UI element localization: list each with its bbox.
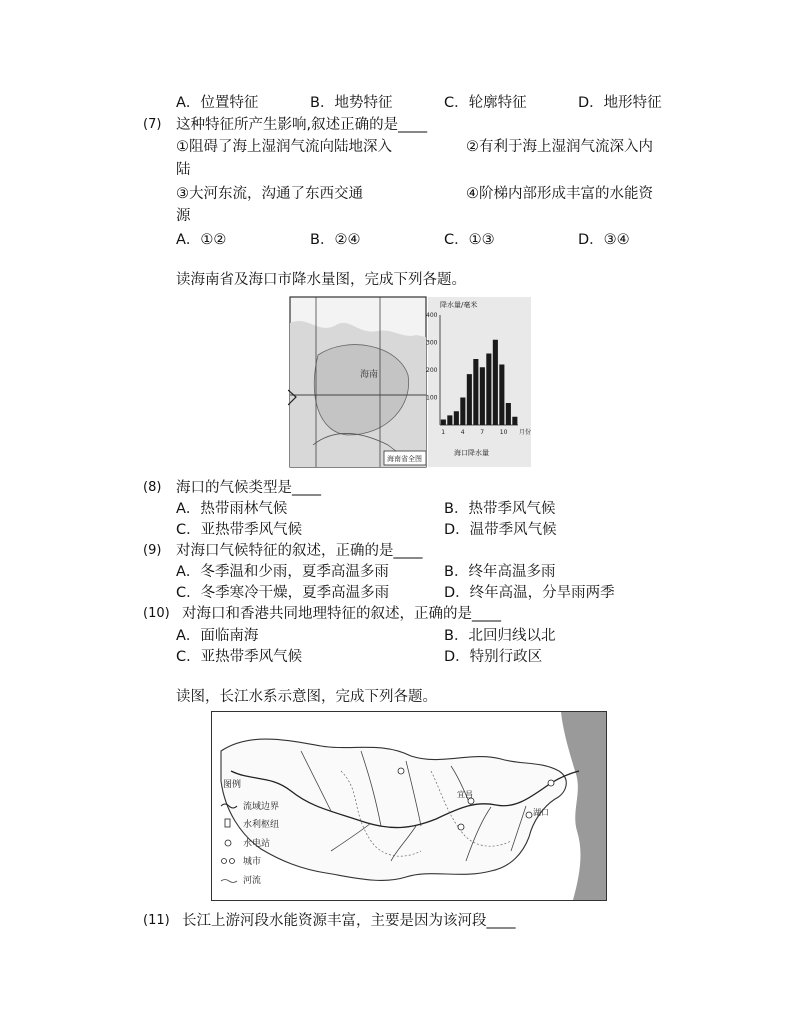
option-b: B．②④ [310, 232, 361, 248]
chart-ylabel: 降水量/毫米 [440, 301, 478, 309]
question-number: (11) [143, 913, 170, 928]
option-c: C．亚热带季风气候 [176, 649, 303, 665]
legend-item: 水利枢纽 [243, 820, 280, 830]
statement-4-cont: 源 [176, 208, 191, 224]
option-d: D．③④ [578, 232, 630, 248]
chart-bar [493, 340, 498, 425]
city-legend-icon [222, 859, 227, 864]
chart-bar [447, 415, 452, 425]
chart-x-tick-label: 7 [480, 429, 485, 436]
question-number: (9) [143, 543, 162, 558]
chart-bar [473, 359, 478, 425]
statement-4: ④阶梯内部形成丰富的水能资 [466, 186, 653, 202]
question-number: (10) [143, 606, 170, 621]
hainan-precip-figure [288, 295, 533, 471]
option-d: D．温带季风气候 [444, 522, 557, 538]
statement-2: ②有利于海上湿润气流深入内 [466, 139, 653, 155]
chart-background [428, 297, 531, 467]
legend-item: 水电站 [243, 839, 271, 849]
yangtze-map-svg [211, 711, 607, 901]
chart-y-tick-label: 100 [426, 394, 438, 402]
chart-bar [499, 365, 504, 426]
chart-bar [512, 417, 517, 425]
question-stem: 对海口气候特征的叙述，正确的是____ [176, 543, 423, 559]
question-stem: 长江上游河段水能资源丰富，主要是因为该河段____ [182, 913, 516, 929]
city-legend-icon [230, 859, 235, 864]
option-b: B．北回归线以北 [444, 628, 556, 644]
chart-bar [441, 420, 446, 426]
chart-bar [480, 367, 485, 425]
chart-title: 海口降水量 [454, 449, 489, 457]
inset-label: 海南省全图 [387, 455, 422, 463]
option-a: A．面临南海 [176, 628, 259, 644]
chart-x-tick-label: 1 [441, 429, 446, 436]
option-a: A．冬季温和少雨，夏季高温多雨 [176, 564, 389, 580]
statement-1: ①阻碍了海上湿润气流向陆地深入 [176, 139, 392, 155]
option-c: C．①③ [444, 232, 495, 248]
legend-item: 流域边界 [243, 802, 280, 812]
option-b: B．热带季风气候 [444, 501, 556, 517]
option-a: A．位置特征 [176, 95, 259, 111]
chart-bar [506, 403, 511, 425]
question-stem: 这种特征所产生影响,叙述正确的是____ [176, 117, 428, 133]
option-b: B．地势特征 [310, 95, 393, 111]
chart-bar [486, 354, 491, 426]
statement-3: ③大河东流，沟通了东西交通 [176, 186, 363, 202]
question-number: (7) [143, 117, 162, 132]
dam-legend-icon [225, 819, 230, 827]
chart-x-tick-label: 10 [499, 429, 508, 436]
option-d: D．终年高温，分旱雨两季 [444, 585, 615, 601]
option-c: C．亚热带季风气候 [176, 522, 303, 538]
question-stem: 对海口和香港共同地理特征的叙述，正确的是____ [182, 606, 501, 622]
legend-item: 河流 [243, 876, 262, 886]
option-c: C．轮廓特征 [444, 95, 527, 111]
statement-1-cont: 陆 [176, 162, 191, 178]
chart-bar [467, 374, 472, 425]
chart-y-tick-label: 400 [426, 312, 438, 319]
option-d: D．特别行政区 [444, 649, 543, 665]
city-marker [548, 780, 554, 786]
chart-y-tick-label: 200 [426, 367, 438, 374]
option-b: B．终年高温多雨 [444, 564, 556, 580]
option-d: D．地形特征 [578, 95, 662, 111]
option-c: C．冬季寒冷干燥，夏季高温多雨 [176, 585, 390, 601]
city-label-yichang: 宜昌 [457, 790, 473, 799]
chart-y-tick-label: 300 [426, 339, 438, 347]
city-marker [458, 824, 464, 830]
question-number: (8) [143, 480, 162, 495]
city-label-hukou: 湖口 [533, 808, 549, 817]
option-a: A．热带雨林气候 [176, 501, 288, 517]
option-a: A．①② [176, 232, 227, 248]
power-station-legend-icon [225, 840, 231, 846]
section-intro: 读图，长江水系示意图，完成下列各题。 [176, 689, 437, 705]
chart-bar [454, 411, 459, 425]
legend-item: 城市 [243, 857, 262, 867]
city-marker [398, 768, 404, 774]
city-hukou-marker [526, 812, 532, 818]
section-intro: 读海南省及海口市降水量图，完成下列各题。 [176, 272, 466, 288]
yangtze-map-figure [211, 711, 607, 901]
chart-x-tick-label: 4 [460, 429, 465, 436]
chart-bar [460, 398, 465, 426]
hainan-figure-svg [288, 295, 533, 471]
chart-x-tick-label: 月份 [519, 429, 532, 436]
legend-title: 图例 [223, 780, 242, 790]
map-label: 海南 [360, 370, 379, 380]
question-stem: 海口的气候类型是____ [176, 480, 321, 496]
